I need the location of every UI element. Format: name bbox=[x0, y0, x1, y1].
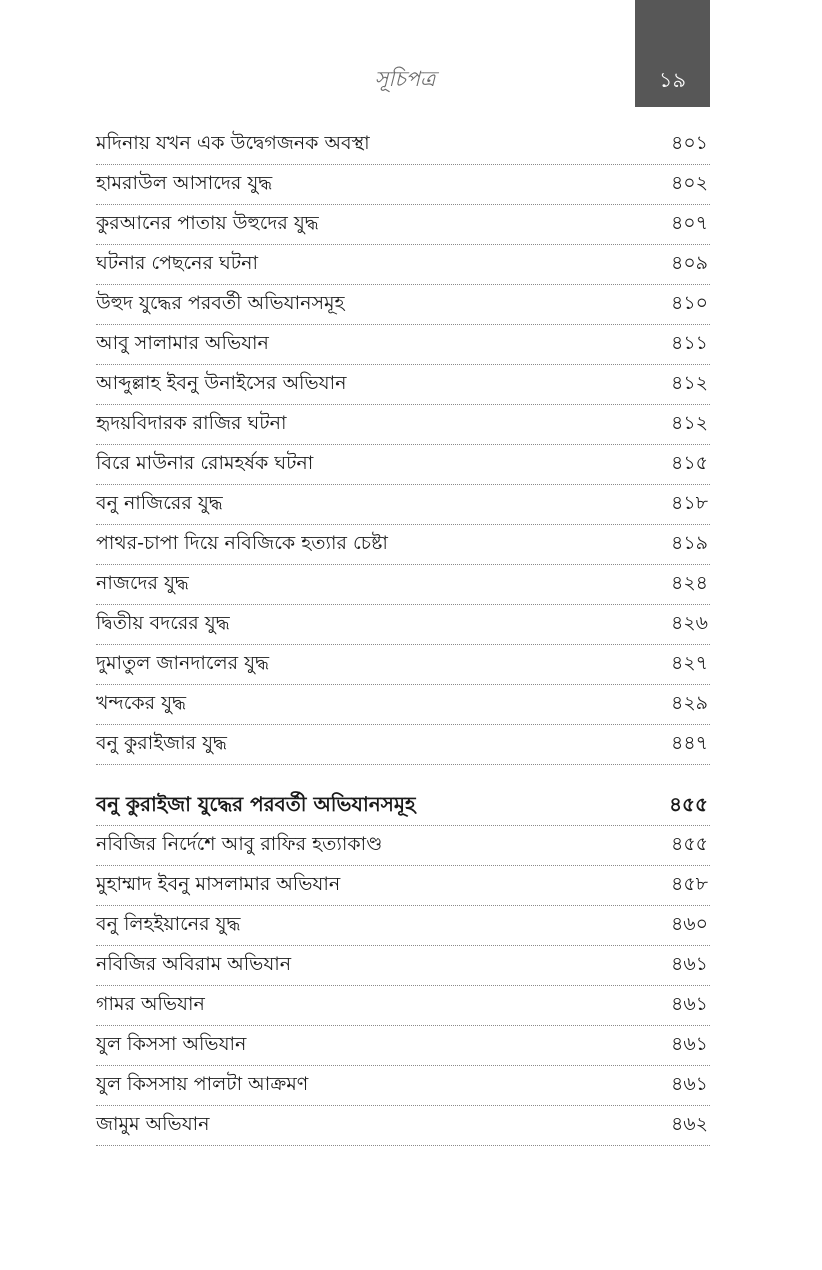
toc-entry bbox=[96, 285, 710, 325]
toc-entry-title: আব্দুল্লাহ ইবনু উনাইসের অভিযান bbox=[96, 372, 347, 394]
toc-entry-page-number: ৪১২ bbox=[670, 372, 708, 394]
toc-entry-page-number: ৪১১ bbox=[671, 332, 708, 354]
table-of-contents bbox=[96, 125, 710, 1146]
toc-entry-page-number: ৪২৪ bbox=[670, 572, 708, 594]
toc-entry-title: আবু সালামার অভিযান bbox=[96, 332, 269, 354]
toc-entry bbox=[96, 605, 710, 645]
toc-entry-title: গামর অভিযান bbox=[96, 993, 205, 1015]
toc-entry-page-number: ৪০৯ bbox=[670, 252, 708, 274]
toc-entry-page-number: ৪২৬ bbox=[670, 612, 708, 634]
toc-entry-title: যুল কিসসা অভিযান bbox=[96, 1033, 247, 1055]
toc-entry bbox=[96, 685, 710, 725]
toc-entry-title: দুমাতুল জানদালের যুদ্ধ bbox=[96, 652, 269, 674]
toc-entry bbox=[96, 525, 710, 565]
toc-entry-title: নবিজির নির্দেশে আবু রাফির হত্যাকাণ্ড bbox=[96, 833, 383, 855]
toc-entry-page-number: ৪৬১ bbox=[670, 1033, 708, 1055]
toc-entry-title: উহুদ যুদ্ধের পরবর্তী অভিযানসমূহ bbox=[96, 292, 345, 314]
toc-entry-page-number: ৪১৯ bbox=[671, 532, 708, 554]
toc-entry-title: বিরে মাউনার রোমহর্ষক ঘটনা bbox=[96, 452, 314, 474]
toc-entry bbox=[96, 485, 710, 525]
toc-entry-page-number: ৪২৭ bbox=[670, 652, 708, 674]
toc-entry bbox=[96, 565, 710, 605]
toc-entry bbox=[96, 245, 710, 285]
toc-entry-title: নবিজির অবিরাম অভিযান bbox=[96, 953, 292, 975]
toc-entry bbox=[96, 866, 710, 906]
toc-entry-page-number: ৪১৫ bbox=[671, 452, 708, 474]
toc-entry-title: কুরআনের পাতায় উহুদের যুদ্ধ bbox=[96, 212, 319, 234]
toc-section-heading bbox=[96, 786, 710, 826]
toc-entry-page-number: ৪৬০ bbox=[670, 913, 708, 935]
toc-entry-title: বনু কুরাইজার যুদ্ধ bbox=[96, 732, 227, 754]
toc-entry bbox=[96, 165, 710, 205]
toc-entry-title: দ্বিতীয় বদরের যুদ্ধ bbox=[96, 612, 230, 634]
toc-entry-title: জামুম অভিযান bbox=[96, 1113, 210, 1135]
toc-entry-page-number: ৪৬১ bbox=[670, 1073, 708, 1095]
toc-entry-page-number: ৪৪৭ bbox=[670, 732, 708, 754]
toc-entry bbox=[96, 645, 710, 685]
toc-entry-title: খন্দকের যুদ্ধ bbox=[96, 692, 187, 714]
toc-entry bbox=[96, 1026, 710, 1066]
toc-entry-title: হামরাউল আসাদের যুদ্ধ bbox=[96, 172, 273, 194]
toc-entry bbox=[96, 405, 710, 445]
toc-entry bbox=[96, 125, 710, 165]
toc-entry-title: বনু কুরাইজা যুদ্ধের পরবর্তী অভিযানসমূহ bbox=[96, 792, 416, 816]
toc-entry bbox=[96, 325, 710, 365]
toc-entry bbox=[96, 1106, 710, 1146]
toc-entry-title: বনু নাজিরের যুদ্ধ bbox=[96, 492, 223, 514]
toc-entry-page-number: ৪১০ bbox=[670, 292, 708, 314]
toc-entry bbox=[96, 946, 710, 986]
toc-entry bbox=[96, 986, 710, 1026]
toc-entry-page-number: ৪২৯ bbox=[670, 692, 708, 714]
toc-entry-page-number: ৪৬১ bbox=[670, 953, 708, 975]
toc-entry-title: নাজদের যুদ্ধ bbox=[96, 572, 189, 594]
toc-entry bbox=[96, 365, 710, 405]
toc-entry-title: বনু লিহইয়ানের যুদ্ধ bbox=[96, 913, 241, 935]
toc-entry bbox=[96, 826, 710, 866]
toc-entry-page-number: ৪৬১ bbox=[670, 993, 708, 1015]
toc-entry bbox=[96, 1066, 710, 1106]
running-head: সূচিপত্র bbox=[374, 67, 436, 91]
toc-entry bbox=[96, 906, 710, 946]
toc-entry-title: ঘটনার পেছনের ঘটনা bbox=[96, 252, 258, 274]
toc-entry-page-number: ৪৬২ bbox=[670, 1113, 708, 1135]
toc-entry-page-number: ৪১২ bbox=[670, 412, 708, 434]
toc-entry-title: পাথর-চাপা দিয়ে নবিজিকে হত্যার চেষ্টা bbox=[96, 532, 388, 554]
toc-entry-page-number: ৪৫৫ bbox=[669, 792, 708, 816]
toc-entry bbox=[96, 725, 710, 765]
toc-entry-page-number: ৪০১ bbox=[670, 132, 708, 154]
toc-entry-page-number: ৪১৮ bbox=[671, 492, 708, 514]
toc-entry-title: যুল কিসসায় পালটা আক্রমণ bbox=[96, 1073, 309, 1095]
toc-entry-title: মুহাম্মাদ ইবনু মাসলামার অভিযান bbox=[96, 873, 341, 895]
toc-entry bbox=[96, 205, 710, 245]
toc-entry-page-number: ৪৫৮ bbox=[671, 873, 708, 895]
toc-entry-title: হৃদয়বিদারক রাজির ঘটনা bbox=[96, 412, 287, 434]
toc-entry-title: মদিনায় যখন এক উদ্বেগজনক অবস্থা bbox=[96, 132, 370, 154]
toc-entry-page-number: ৪০৭ bbox=[670, 212, 708, 234]
toc-entry bbox=[96, 445, 710, 485]
toc-entry-page-number: ৪৫৫ bbox=[671, 833, 708, 855]
page-number: ১৯ bbox=[658, 68, 687, 92]
toc-entry-page-number: ৪০২ bbox=[670, 172, 708, 194]
